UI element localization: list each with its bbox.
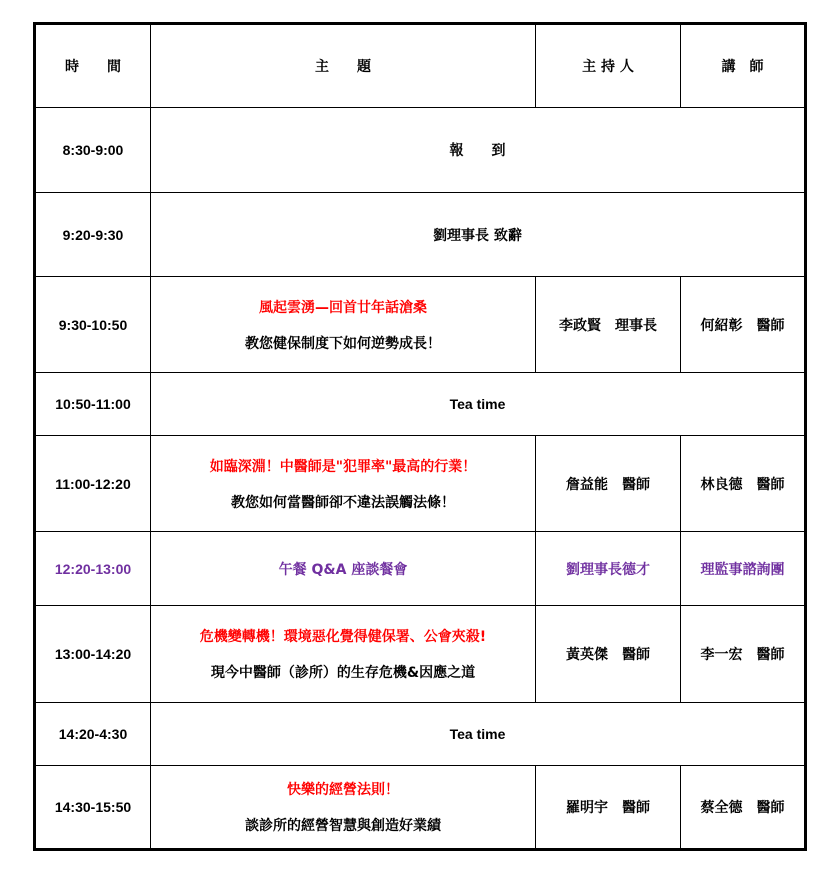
row-topic: 報 到	[151, 108, 806, 193]
table-row	[35, 703, 806, 766]
header-time: 時 間	[35, 24, 151, 108]
row-topic	[151, 606, 536, 703]
row-host: 劉理事長德才	[536, 532, 681, 606]
table-row	[35, 606, 806, 703]
topic-title: 如臨深淵！中醫師是"犯罪率"最高的行業！	[209, 458, 477, 475]
table-row	[35, 766, 806, 850]
topic-title: 快樂的經營法則！	[287, 782, 399, 798]
row-time: 14:20-4:30	[35, 703, 151, 766]
table-row	[35, 108, 806, 193]
topic-title: 危機變轉機！環境惡化覺得健保署、公會夾殺!	[199, 629, 487, 645]
row-time: 9:20-9:30	[35, 193, 151, 277]
table-row	[35, 373, 806, 436]
table-row	[35, 532, 806, 606]
row-time: 13:00-14:20	[35, 606, 151, 703]
header-speaker: 講 師	[681, 24, 806, 108]
header-host: 主 持 人	[536, 24, 681, 108]
row-topic: 午餐 Q&A 座談餐會	[151, 532, 536, 606]
row-time: 9:30-10:50	[35, 277, 151, 373]
row-topic	[151, 436, 536, 532]
row-speaker: 理監事諮詢團	[681, 532, 806, 606]
schedule-table	[33, 22, 807, 851]
row-topic: Tea time	[151, 373, 806, 436]
row-time: 11:00-12:20	[35, 436, 151, 532]
row-topic: Tea time	[151, 703, 806, 766]
topic-title: 風起雲湧—回首廿年話滄桑	[259, 299, 427, 316]
row-topic: 劉理事長 致辭	[151, 193, 806, 277]
row-speaker: 李一宏 醫師	[681, 606, 806, 703]
table-row	[35, 436, 806, 532]
row-speaker: 林良德 醫師	[681, 436, 806, 532]
topic-subtitle: 談診所的經營智慧與創造好業績	[245, 818, 441, 834]
topic-subtitle: 教您如何當醫師卻不違法誤觸法條！	[231, 494, 455, 511]
row-host: 羅明宇 醫師	[536, 766, 681, 850]
row-speaker: 何紹彰 醫師	[681, 277, 806, 373]
table-row	[35, 277, 806, 373]
table-row	[35, 193, 806, 277]
row-topic	[151, 277, 536, 373]
row-topic	[151, 766, 536, 850]
row-speaker: 蔡全德 醫師	[681, 766, 806, 850]
row-time: 8:30-9:00	[35, 108, 151, 193]
topic-subtitle: 現今中醫師（診所）的生存危機&因應之道	[210, 665, 476, 681]
row-time: 14:30-15:50	[35, 766, 151, 850]
header-topic: 主 題	[151, 24, 536, 108]
topic-subtitle: 教您健保制度下如何逆勢成長！	[245, 335, 441, 352]
row-host: 詹益能 醫師	[536, 436, 681, 532]
row-host: 李政賢 理事長	[536, 277, 681, 373]
row-time: 10:50-11:00	[35, 373, 151, 436]
header-row	[35, 24, 806, 108]
row-host: 黃英傑 醫師	[536, 606, 681, 703]
row-time: 12:20-13:00	[35, 532, 151, 606]
